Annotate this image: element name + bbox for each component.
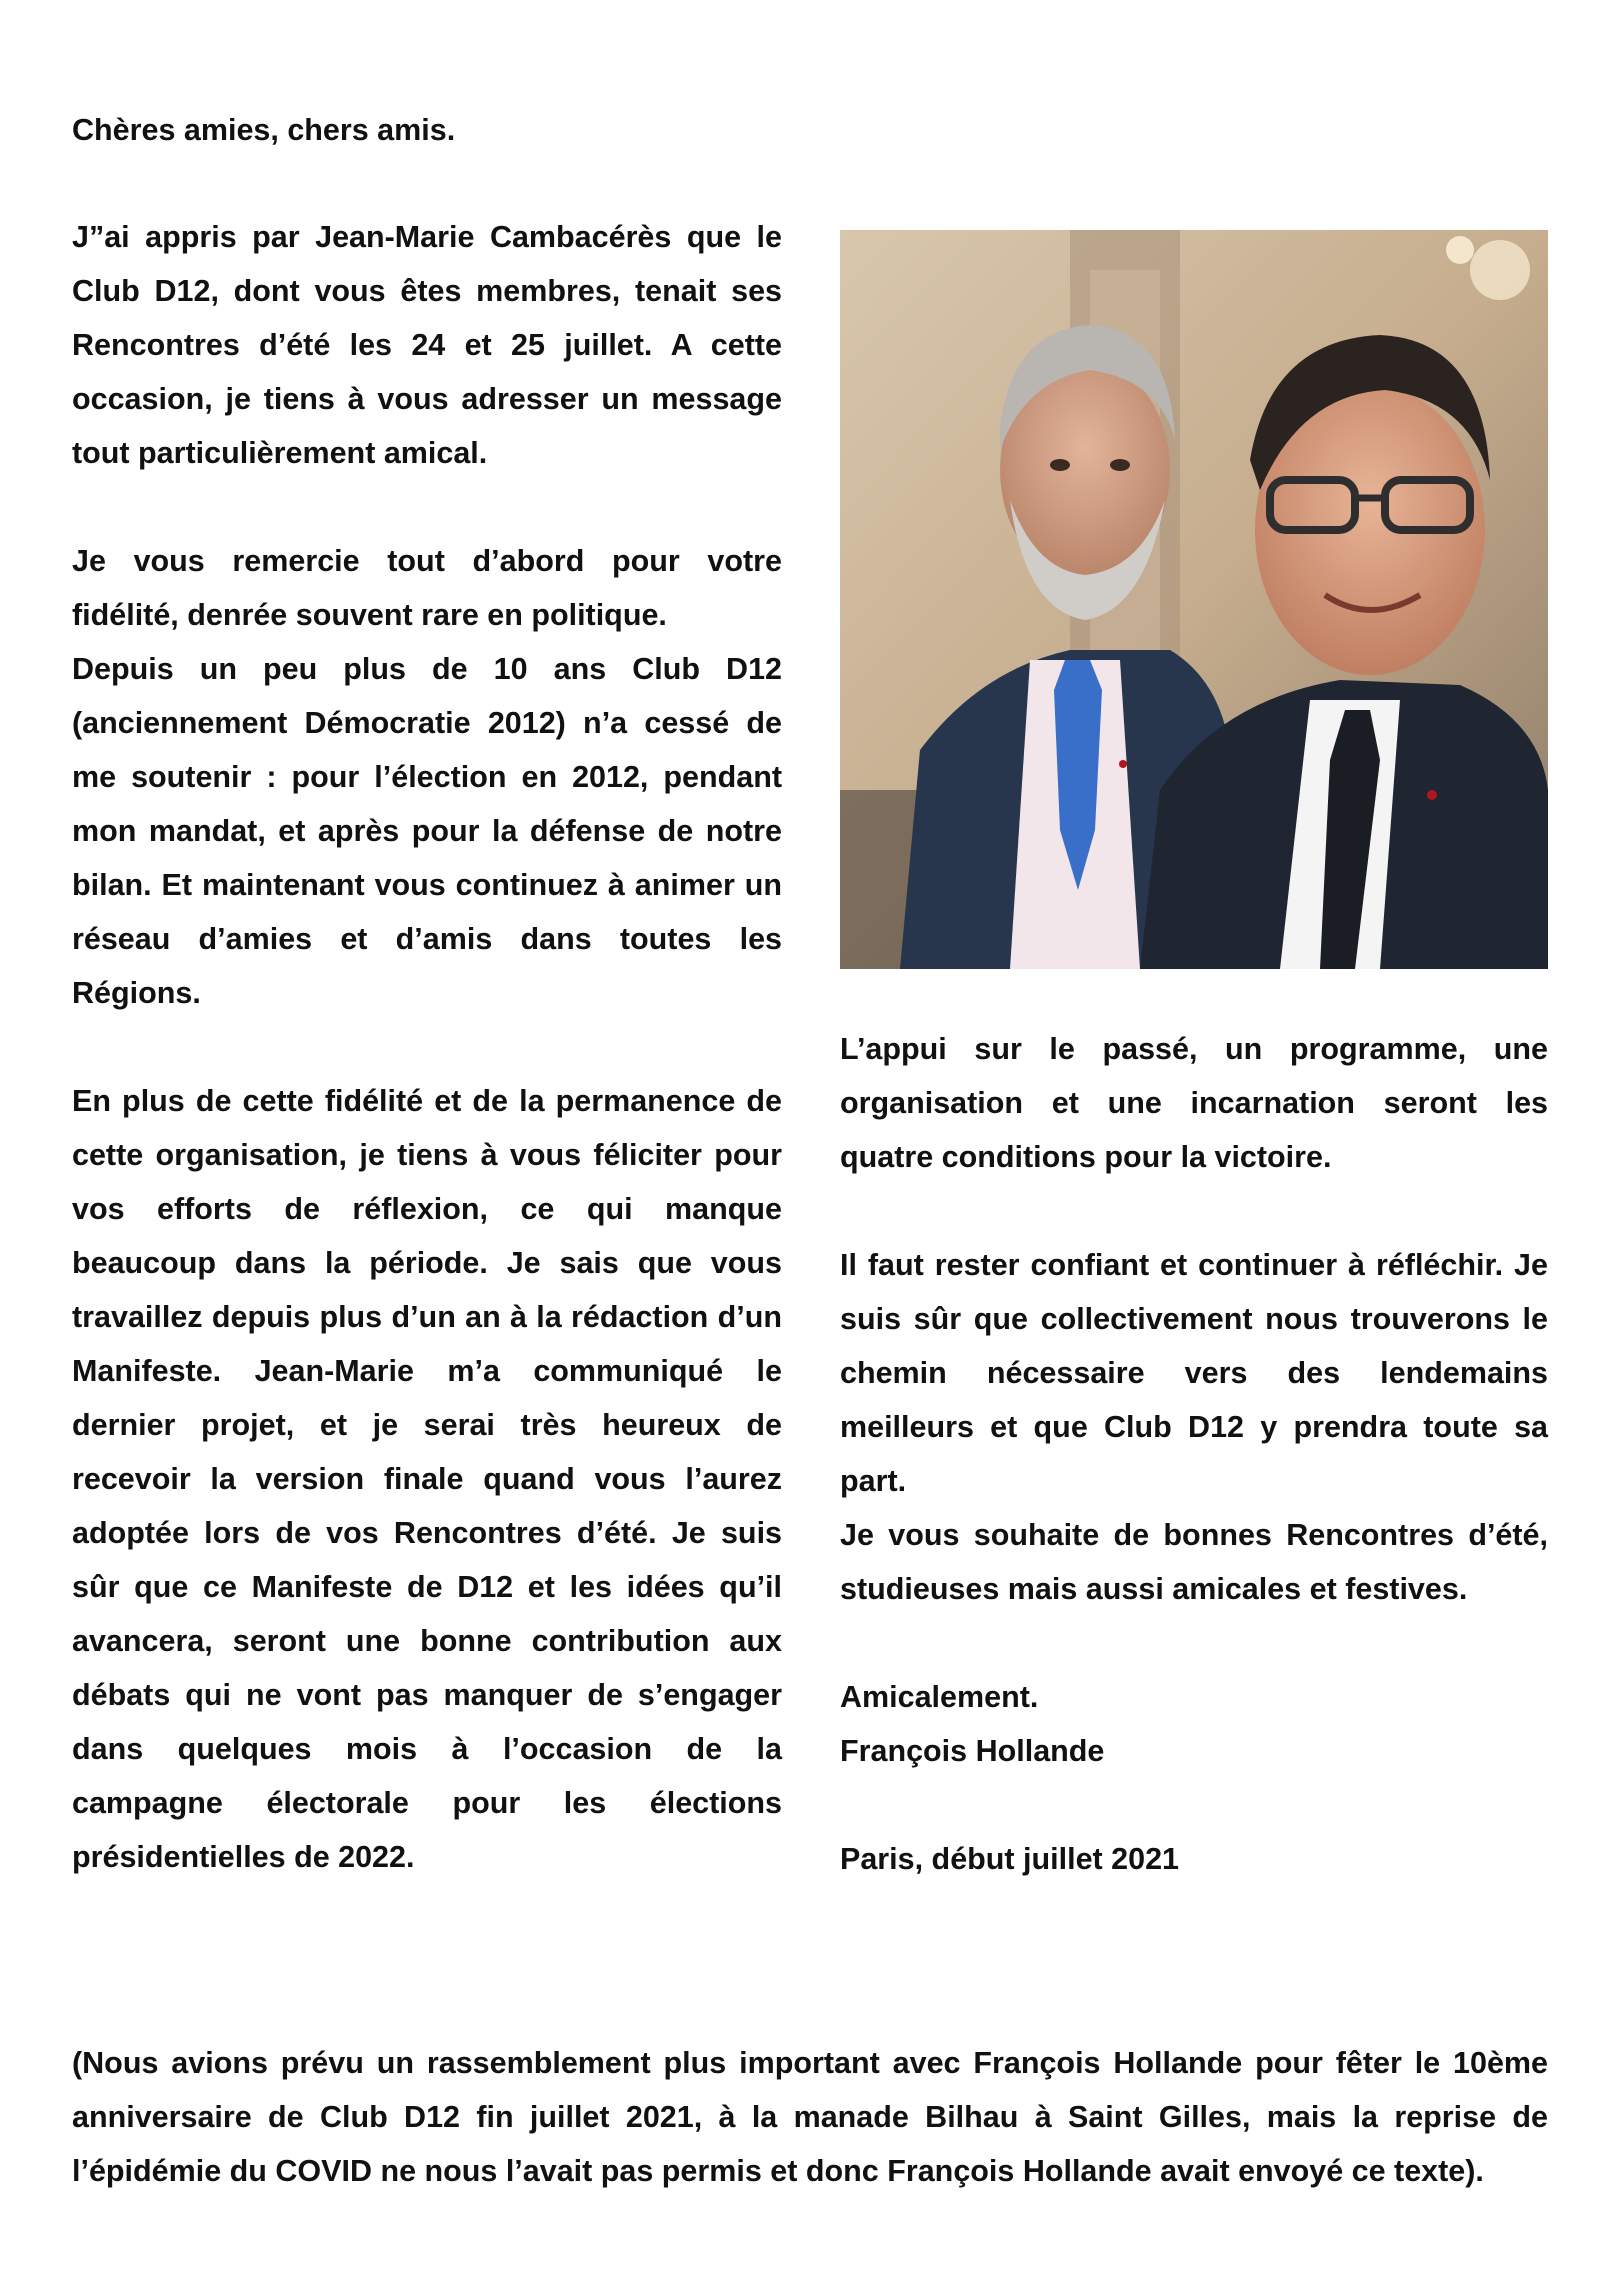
paragraph-left-1: J”ai appris par Jean-Marie Cambacérès que le Club D12, dont vous êtes membres, tenait ses Rencontres d’été les 24 et 25 juillet. A cette occasion, je tiens à vous adresser un message tout particulièrement amical. <box>72 220 782 470</box>
paragraph-left-4: En plus de cette fidélité et de la permanence de cette organisation, je tiens à vous féliciter pour vos efforts de réflexion, ce qui manque beaucoup dans la période. Je sais que vous travaillez depuis plus d’un an à la rédaction d’un Manifeste. Jean-Marie m’a communiqué le dernier projet, et je serai très heureux de recevoir la version finale quand vous l’aurez adoptée lors de vos Rencontres d’été. Je suis sûr que ce Manifeste de D12 et les idées qu’il avancera, seront une bonne contribution aux débats qui ne vont pas manquer de s’engager dans quelques mois à l’occasion de la campagne électorale pour les élections présidentielles de 2022. <box>72 1084 782 1874</box>
letter-signature: François Hollande <box>840 1734 1105 1768</box>
paragraph-right-1: L’appui sur le passé, un programme, une organisation et une incarnation seront les quatre conditions pour la victoire. <box>840 1032 1548 1174</box>
photo-illustration <box>840 230 1548 969</box>
letter-greeting: Chères amies, chers amis. <box>72 113 456 147</box>
footer-note: (Nous avions prévu un rassemblement plus important avec François Hollande pour fêter le 10ème anniversaire de Club D12 fin juillet 2021, à la manade Bilhau à Saint Gilles, mais la reprise de l’épidémie du COVID ne nous l’avait pas permis et donc François Hollande avait envoyé ce texte). <box>72 2046 1548 2188</box>
paragraph-right-3: Je vous souhaite de bonnes Rencontres d’été, studieuses mais aussi amicales et festives. <box>840 1518 1548 1606</box>
paragraph-right-2: Il faut rester confiant et continuer à réfléchir. Je suis sûr que collectivement nous trouverons le chemin nécessaire vers des lendemains meilleurs et que Club D12 y prendra toute sa part. <box>840 1248 1548 1498</box>
right-column <box>840 1022 1548 1886</box>
letter-place-date: Paris, début juillet 2021 <box>840 1842 1180 1876</box>
paragraph-left-3: Depuis un peu plus de 10 ans Club D12 (anciennement Démocratie 2012) n’a cessé de me soutenir : pour l’élection en 2012, pendant mon mandat, et après pour la défense de notre bilan. Et maintenant vous continuez à animer un réseau d’amies et d’amis dans toutes les Régions. <box>72 652 782 1010</box>
left-column <box>72 210 782 1884</box>
paragraph-spacer <box>840 1778 1548 1832</box>
paragraph-spacer <box>840 1616 1548 1670</box>
letter-closing: Amicalement. <box>840 1680 1039 1714</box>
photo-two-men <box>840 230 1548 969</box>
paragraph-spacer <box>72 1020 782 1074</box>
paragraph-left-2: Je vous remercie tout d’abord pour votre fidélité, denrée souvent rare en politique. <box>72 544 782 632</box>
paragraph-spacer <box>72 480 782 534</box>
paragraph-spacer <box>840 1184 1548 1238</box>
